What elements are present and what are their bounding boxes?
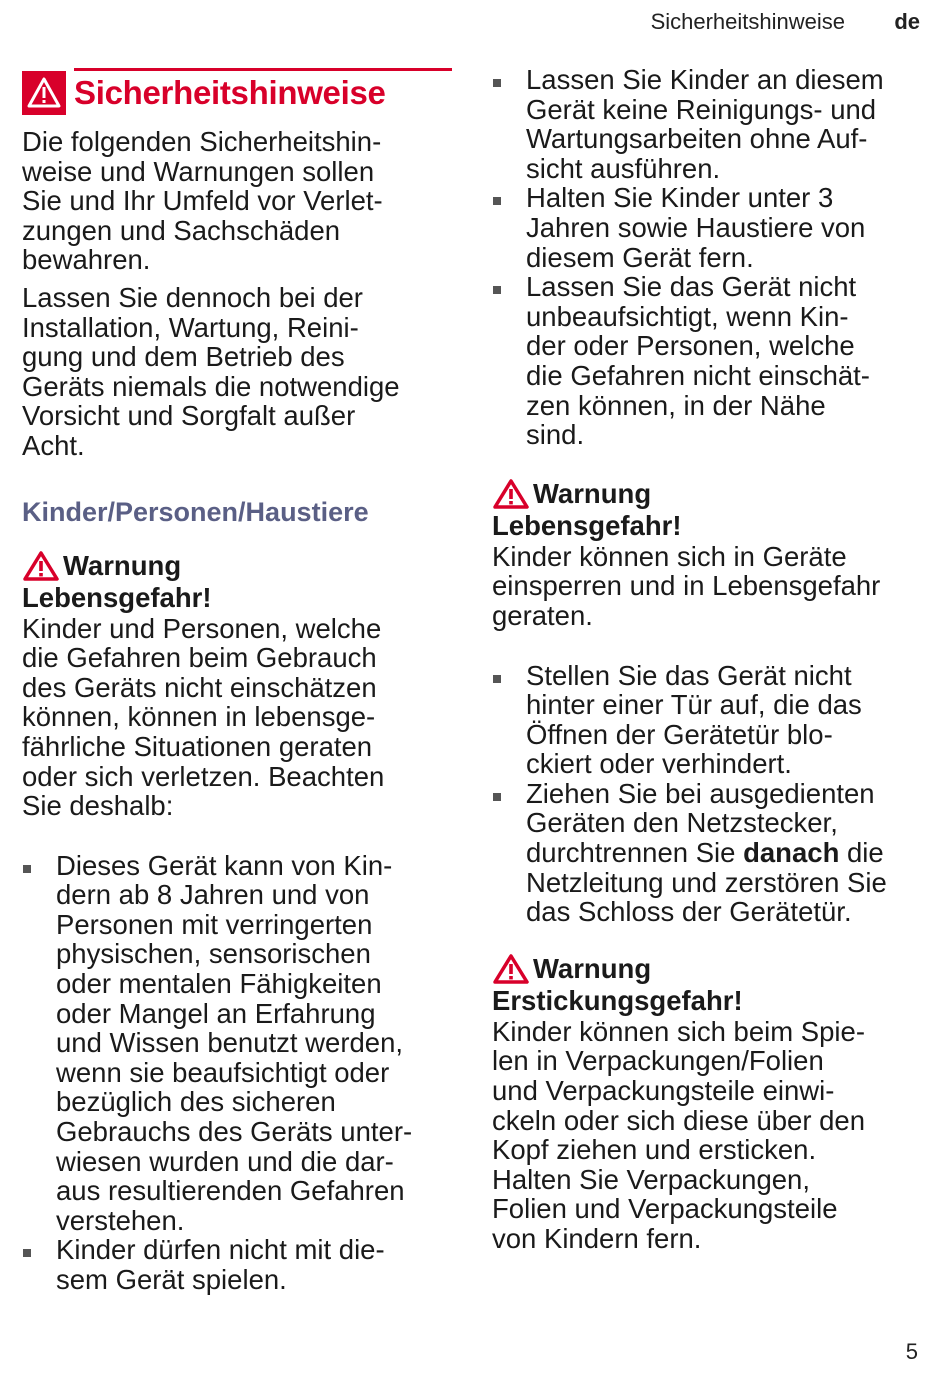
section-title: Sicherheitshinweise <box>74 74 386 111</box>
list-item <box>22 851 452 1236</box>
warning-triangle-icon <box>492 478 530 510</box>
warning-label <box>492 953 922 985</box>
list-item <box>492 65 922 183</box>
list-item-text: Lassen Sie das Gerät nicht unbeaufsichtigt, wenn Kin- der oder Personen, welche die Gefahren nicht einschät- zen können, in der Nähe sind. <box>526 271 870 451</box>
warning-label-text: Warnung <box>533 477 652 509</box>
list-item-text: Lassen Sie Kinder an diesem Gerät keine Reinigungs- und Wartungsarbeiten ohne Auf- sicht ausführen. <box>526 64 884 184</box>
language-code: de <box>894 9 920 34</box>
page-number: 5 <box>905 1339 918 1364</box>
warning-label <box>22 550 452 582</box>
list-item-text: Kinder dürfen nicht mit die- sem Gerät spielen. <box>56 1234 385 1295</box>
text-segment: Ziehen Sie bei ausgedienten Geräten den Netzstecker, durchtrennen Sie <box>526 777 875 869</box>
bullet-icon <box>23 865 31 873</box>
bullet-icon <box>23 1249 31 1257</box>
warning-title: Erstickungsgefahr! <box>492 984 743 1016</box>
bullet-list <box>22 851 452 1295</box>
list-item <box>492 779 922 927</box>
intro-paragraph-1: Die folgenden Sicherheitshin- weise und Warnungen sollen Sie und Ihr Umfeld vor Verlet- zungen und Sachschäden bewahren. <box>22 126 383 276</box>
warning-triangle-icon <box>22 550 60 582</box>
left-column <box>22 65 452 1295</box>
warning-triangle-icon <box>492 953 530 985</box>
heading-rule <box>74 68 452 71</box>
text-segment: die Netzleitung und zerstören Sie das Schloss der Gerätetür. <box>526 837 887 928</box>
list-item-text: Halten Sie Kinder unter 3 Jahren sowie Haustiere von diesem Gerät fern. <box>526 182 866 273</box>
warning-label-text: Warnung <box>533 952 652 984</box>
list-item-text <box>526 778 887 927</box>
bullet-icon <box>493 286 501 294</box>
warning-label <box>492 478 922 510</box>
right-column <box>492 65 922 1254</box>
running-header-title: Sicherheitshinweise <box>650 9 845 34</box>
warning-label-text: Warnung <box>63 549 182 581</box>
bullet-icon <box>493 197 501 205</box>
warning-icon <box>22 71 66 115</box>
intro-paragraph-2: Lassen Sie dennoch bei der Installation, Wartung, Reini- gung und dem Betrieb des Geräts niemals die notwendige Vorsicht und Sorgfalt außer Acht. <box>22 281 400 461</box>
emphasis-text: danach <box>743 837 840 869</box>
bullet-icon <box>493 793 501 801</box>
warning-title: Lebensgefahr! <box>492 509 682 541</box>
warning-title: Lebensgefahr! <box>22 581 212 613</box>
warning-text: Kinder können sich in Geräte einsperren und in Lebensgefahr geraten. <box>492 540 881 631</box>
list-item <box>492 272 922 450</box>
list-item <box>492 183 922 272</box>
list-item <box>22 1235 452 1294</box>
warning-text: Kinder und Personen, welche die Gefahren beim Gebrauch des Geräts nicht einschätzen können, können in lebensge- fährliche Situationen geraten oder sich verletzen. Beachten Sie deshalb: <box>22 612 385 822</box>
list-item-text: Stellen Sie das Gerät nicht hinter einer Tür auf, die das Öffnen der Gerätetür blo- ckiert oder verhindert. <box>526 659 862 780</box>
bullet-list <box>492 65 922 450</box>
subsection-heading: Kinder/Personen/Haustiere <box>22 496 369 527</box>
bullet-icon <box>493 79 501 87</box>
bullet-list <box>492 661 922 927</box>
section-heading <box>22 65 452 119</box>
warning-text: Kinder können sich beim Spie- len in Verpackungen/Folien und Verpackungsteile einwi- ckeln oder sich diese über den Kopf ziehen und ersticken. Halten Sie Verpackungen, Folien und Verpackungsteile von Kindern fern. <box>492 1015 866 1254</box>
list-item-text: Dieses Gerät kann von Kin- dern ab 8 Jahren und von Personen mit verringerten physischen, sensorischen oder mentalen Fähigkeiten oder Mangel an Erfahrung und Wissen benutzt werden, wenn sie beaufsichtigt oder bezüglich des sicheren Gebrauchs des Geräts unter- wiesen wurden und die dar- aus resultierenden Gefahren verstehen. <box>56 849 413 1236</box>
bullet-icon <box>493 675 501 683</box>
list-item <box>492 661 922 779</box>
